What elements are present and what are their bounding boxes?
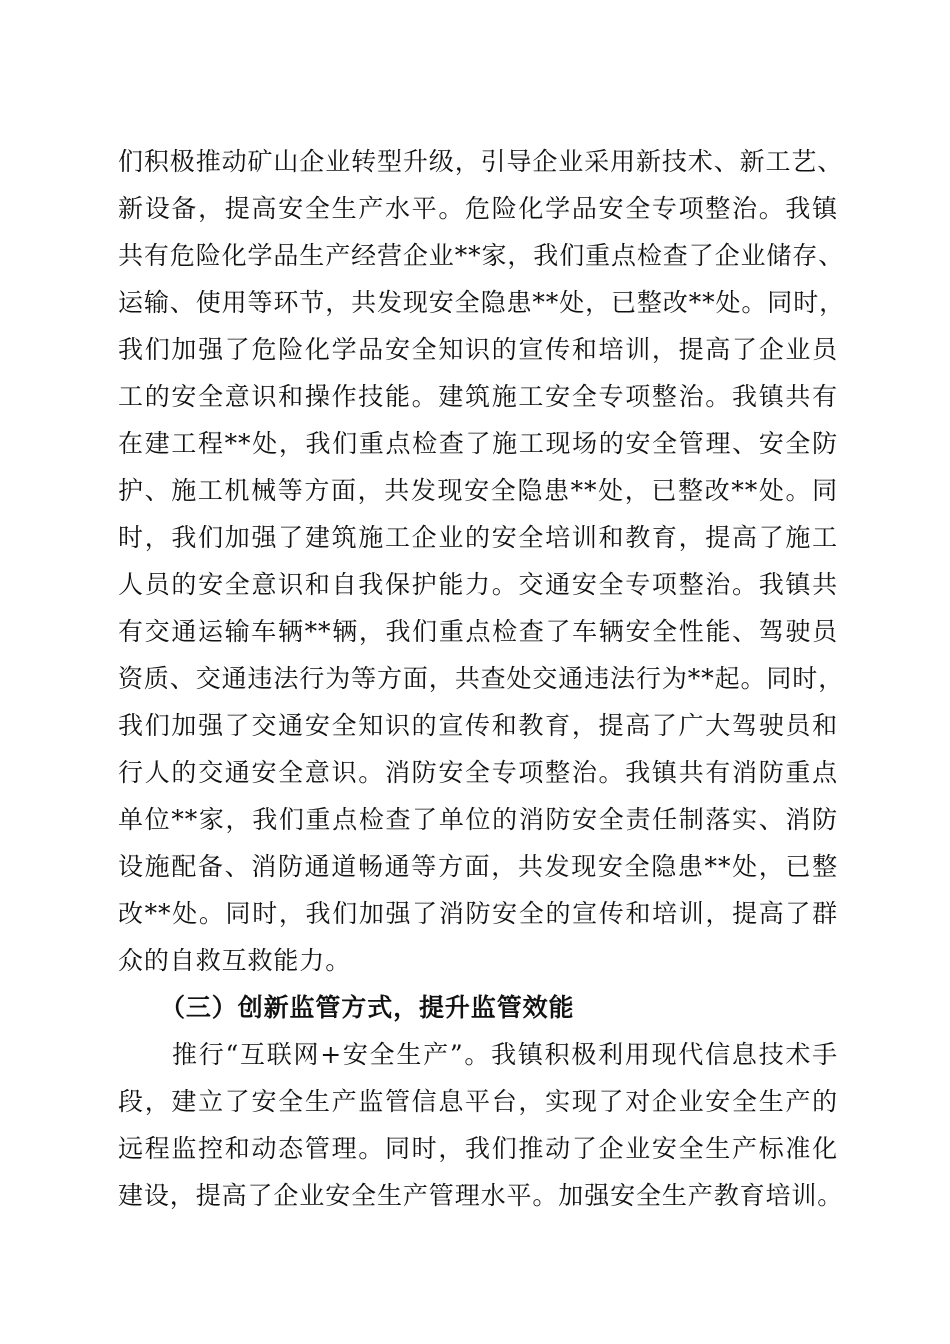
text-line: 护、施工机械等方面，共发现安全隐患**处，已整改**处。同 xyxy=(118,476,838,505)
text-line: 人员的安全意识和自我保护能力。交通安全专项整治。我镇共 xyxy=(118,570,838,599)
text-line: 设施配备、消防通道畅通等方面，共发现安全隐患**处，已整 xyxy=(118,852,838,881)
text-line: 运输、使用等环节，共发现安全隐患**处，已整改**处。同时， xyxy=(118,288,846,317)
text-line: 资质、交通违法行为等方面，共查处交通违法行为**起。同时， xyxy=(118,664,845,693)
text-line: 推行“互联网+安全生产”。我镇积极利用现代信息技术手 xyxy=(172,1040,838,1069)
section-heading: （三）创新监管方式，提升监管效能 xyxy=(160,993,575,1022)
text-line: 行人的交通安全意识。消防安全专项整治。我镇共有消防重点 xyxy=(118,758,838,787)
text-line: 时，我们加强了建筑施工企业的安全培训和教育，提高了施工 xyxy=(118,523,838,552)
text-line: 们积极推动矿山企业转型升级，引导企业采用新技术、新工艺、 xyxy=(118,147,844,176)
text-line: 在建工程**处，我们重点检查了施工现场的安全管理、安全防 xyxy=(118,429,838,458)
text-line: 改**处。同时，我们加强了消防安全的宣传和培训，提高了群 xyxy=(118,899,838,928)
text-line: 工的安全意识和操作技能。建筑施工安全专项整治。我镇共有 xyxy=(118,382,838,411)
text-line: 共有危险化学品生产经营企业**家，我们重点检查了企业储存、 xyxy=(118,241,845,270)
text-line: 我们加强了交通安全知识的宣传和教育，提高了广大驾驶员和 xyxy=(118,711,838,740)
text-line: 新设备，提高安全生产水平。危险化学品安全专项整治。我镇 xyxy=(118,194,838,223)
text-line: 建设，提高了企业安全生产管理水平。加强安全生产教育培训。 xyxy=(118,1181,844,1210)
text-line: 有交通运输车辆**辆，我们重点检查了车辆安全性能、驾驶员 xyxy=(118,617,838,646)
text-line: 远程监控和动态管理。同时，我们推动了企业安全生产标准化 xyxy=(118,1134,838,1163)
text-line: 段，建立了安全生产监管信息平台，实现了对企业安全生产的 xyxy=(118,1087,838,1116)
text-line: 我们加强了危险化学品安全知识的宣传和培训，提高了企业员 xyxy=(118,335,838,364)
text-line: 众的自救互救能力。 xyxy=(118,946,352,975)
text-line: 单位**家，我们重点检查了单位的消防安全责任制落实、消防 xyxy=(118,805,838,834)
